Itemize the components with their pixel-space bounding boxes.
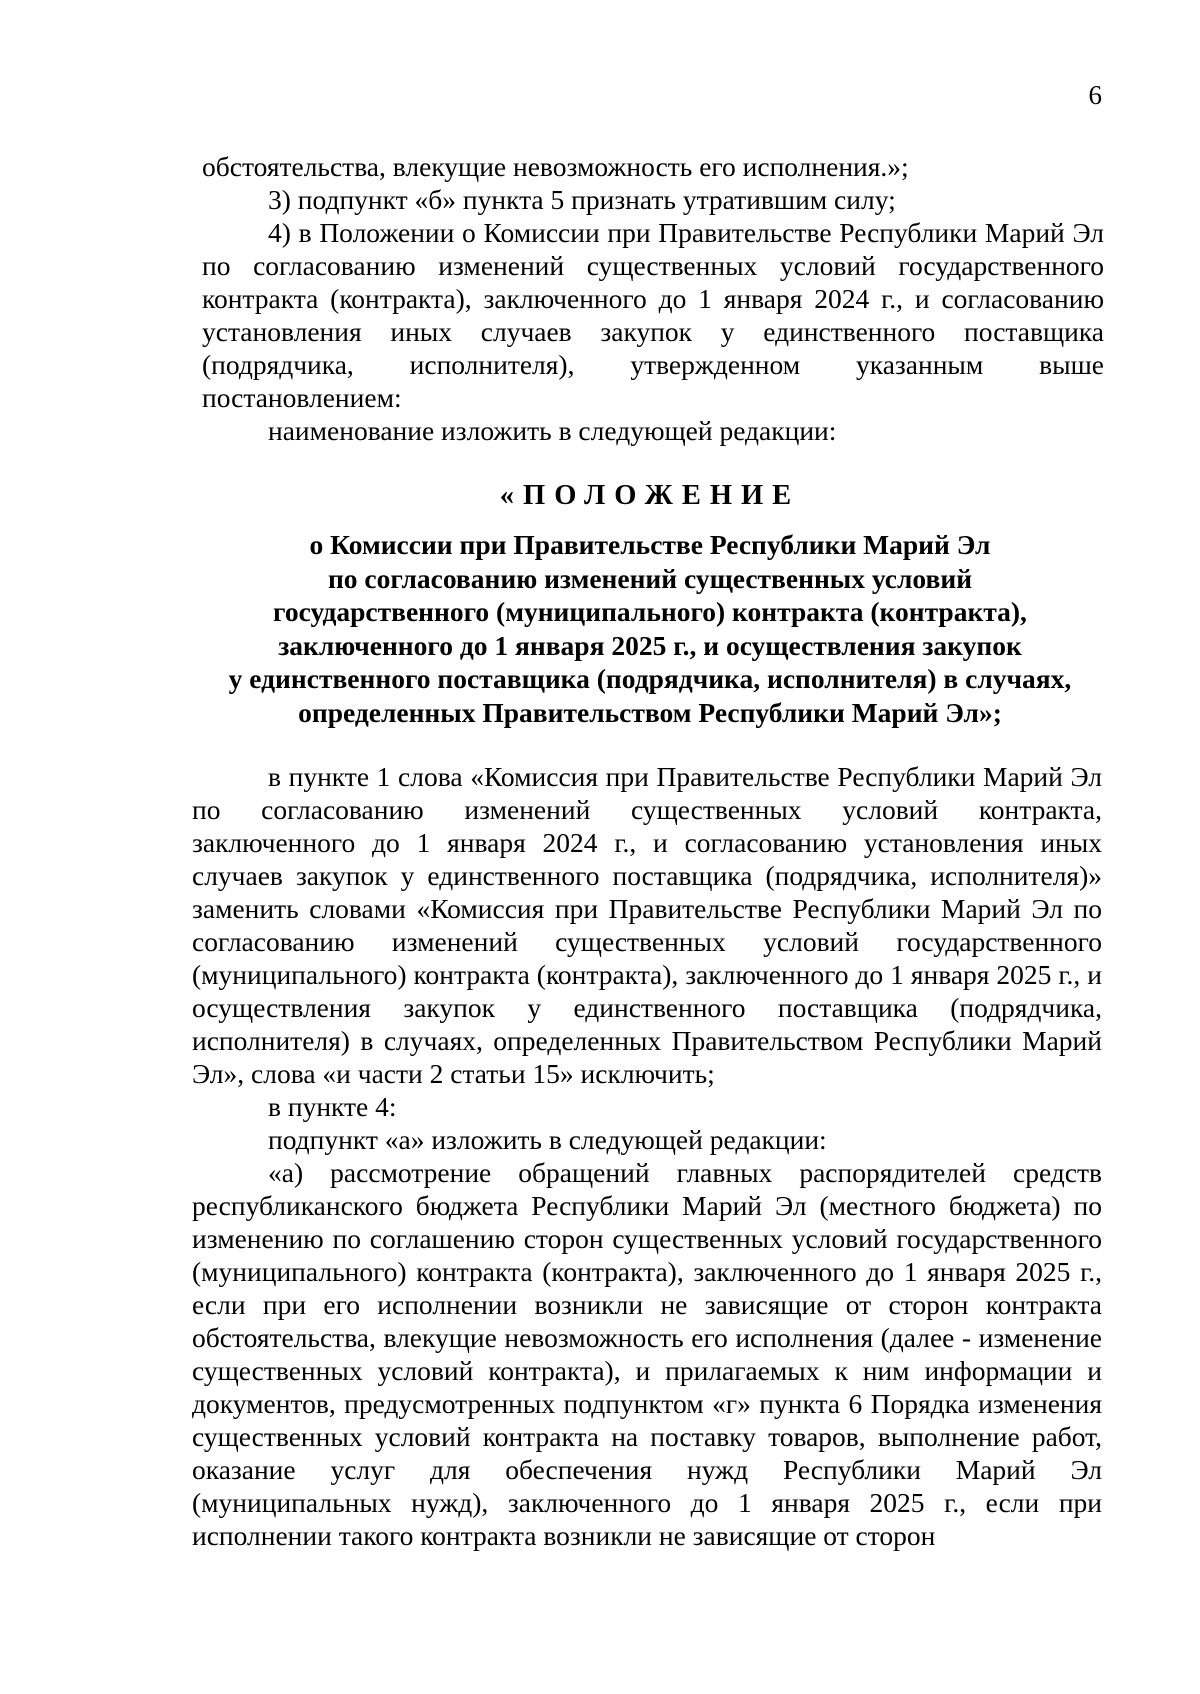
subtitle-line: государственного (муниципального) контракта (контракта),	[273, 596, 1027, 627]
subtitle-line: определенных Правительством Республики Марий Эл»;	[298, 696, 1002, 728]
subtitle-line: заключенного до 1 января 2025 г., и осуществления закупок	[278, 629, 1022, 661]
paragraph: 4) в Положении о Комиссии при Правительстве Республики Марий Эл по согласованию изменений существенных условий государственного контракта (контракта), заключенного до 1 января 2024 г., и согласованию установления иных случаев закупок у единственного поставщика (подрядчика, исполнителя), утвержденном указанным выше постановлением:	[202, 217, 1104, 413]
paragraph: обстоятельства, влекущие невозможность его исполнения.»;	[202, 151, 909, 182]
paragraph: наименование изложить в следующей редакции:	[268, 415, 837, 446]
page-number: 6	[1088, 80, 1102, 110]
paragraph: 3) подпункт «б» пункта 5 признать утратившим силу;	[268, 184, 896, 215]
top-text-block	[202, 150, 1104, 447]
paragraph: в пункте 4:	[268, 1091, 397, 1122]
document-heading-subtitle	[160, 528, 1140, 729]
paragraph: в пункте 1 слова «Комиссия при Правительстве Республики Марий Эл по согласованию изменений существенных условий контракта, заключенного до 1 января 2024 г., и согласованию установления иных случаев закупок у единственного поставщика (подрядчика, исполнителя)» заменить словами «Комиссия при Правительстве Республики Марий Эл по согласованию изменений существенных условий государственного (муниципального) контракта (контракта), заключенного до 1 января 2025 г., и осуществления закупок у единственного поставщика (подрядчика, исполнителя) в случаях, определенных Правительством Республики Марий Эл», слова «и части 2 статьи 15» исключить;	[192, 761, 1102, 1089]
bottom-text-block	[192, 760, 1102, 1552]
paragraph: подпункт «а» изложить в следующей редакции:	[268, 1124, 827, 1155]
subtitle-line: по согласованию изменений существенных условий	[327, 562, 973, 594]
document-heading-title: «ПОЛОЖЕНИЕ	[499, 480, 801, 511]
subtitle-line: о Комиссии при Правительстве Республики Марий Эл	[309, 529, 991, 560]
subtitle-line: у единственного поставщика (подрядчика, исполнителя) в случаях,	[228, 663, 1072, 694]
paragraph: «а) рассмотрение обращений главных распорядителей средств республиканского бюджета Республики Марий Эл (местного бюджета) по изменению по соглашению сторон существенных условий государственного (муниципального) контракта (контракта), заключенного до 1 января 2025 г., если при его исполнении возникли не зависящие от сторон контракта обстоятельства, влекущие невозможность его исполнения (далее - изменение существенных условий контракта), и прилагаемых к ним информации и документов, предусмотренных подпунктом «г» пункта 6 Порядка изменения существенных условий контракта на поставку товаров, выполнение работ, оказание услуг для обеспечения нужд Республики Марий Эл (муниципальных нужд), заключенного до 1 января 2025 г., если при исполнении такого контракта возникли не зависящие от сторон	[192, 1157, 1102, 1551]
